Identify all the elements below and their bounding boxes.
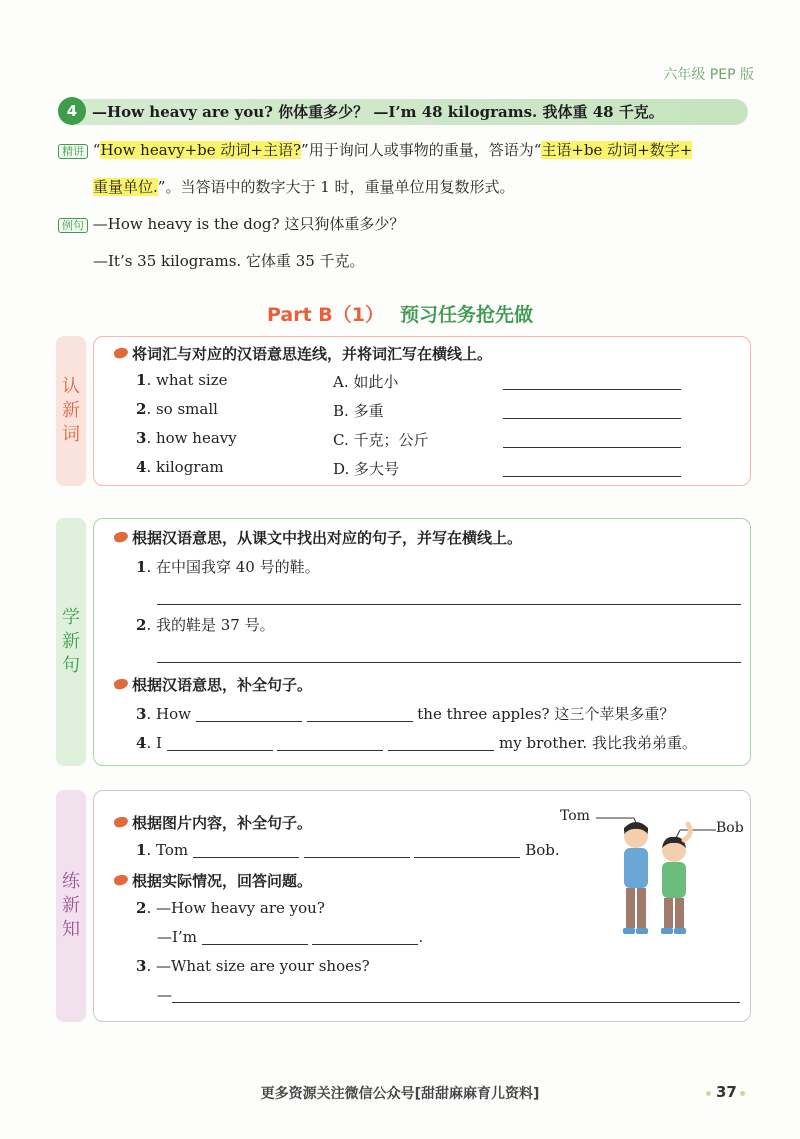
side-char: 新 [62,631,80,652]
explanation-highlight-1: How heavy+be 动词+主语? [100,141,302,159]
meaning-item-a [333,371,398,392]
vocab-answer-line-4[interactable] [503,476,681,477]
vocab-word: kilogram [155,458,224,476]
answer-line-q3[interactable] [172,1002,740,1003]
fill-blank[interactable] [193,841,299,858]
example-line-1 [58,213,404,235]
answer-start: —I’m [157,928,197,946]
answer-line-q1[interactable] [157,604,741,605]
practice-q1: 1. Tom Bob. [136,841,560,859]
side-char: 新 [62,895,80,916]
item-num: 3 [136,957,147,975]
example-tag: 例句 [58,218,88,233]
footer-text: 更多资源关注微信公众号[甜甜麻麻育儿资料] [260,1086,540,1102]
vocab-word: how heavy [155,429,237,447]
fill-blank[interactable] [277,734,383,751]
key-point-text: —How heavy are you? 你体重多少？ —I’m 48 kilograms. 我体重 48 千克。 [92,103,664,121]
sentence-end: my brother. 我比我弟弟重。 [499,734,697,752]
instruction-text: 根据图片内容，补全句子。 [132,814,313,832]
vocab-item-3: 3. how heavy [136,429,237,447]
section1-instruction [114,343,492,364]
practice-q3-question: 3. —What size are your shoes? [136,957,370,975]
vocab-answer-line-3[interactable] [503,447,681,448]
explanation-highlight-2: 主语+be 动词+数字+ [541,141,693,159]
vocab-item-4: 4. kilogram [136,458,224,476]
practice-q2-answer [157,928,423,946]
figure-label-bob: Bob [716,820,744,836]
quote-open: “ [92,141,101,159]
instruction-text: 根据实际情况，回答问题。 [132,872,313,890]
sentence-start: How [155,705,191,723]
meaning-letter: C. [333,431,349,449]
boys-illustration [590,810,720,950]
part-title-sub: 预习任务抢先做 [400,304,534,326]
meaning-text: 如此小 [353,373,399,391]
sentence-q2: 2. 我的鞋是 37 号。 [136,616,275,634]
section3-instruction-2 [114,870,312,891]
explanation-tag: 精讲 [58,144,88,159]
practice-q2-question: 2. —How heavy are you? [136,899,325,917]
answer-line-q2[interactable] [157,662,741,663]
explanation-highlight-3: 重量单位. [93,178,158,196]
bullet-icon [113,346,129,359]
item-num: 1 [136,371,147,389]
meaning-text: 千克；公斤 [353,431,429,449]
section3-side-label [56,790,86,1022]
key-point-number: 4 [58,97,86,125]
sentence-start: Tom [155,841,189,859]
instruction-text: 将词汇与对应的汉语意思连线，并将词汇写在横线上。 [132,345,493,363]
bullet-icon [113,873,129,886]
item-num: 2 [136,400,147,418]
bullet-icon [113,677,129,690]
vocab-answer-line-1[interactable] [503,389,681,390]
sentence-q4: 4. I my brother. 我比我弟弟重。 [136,734,697,752]
meaning-letter: B. [333,402,349,420]
page-dot-left [706,1091,711,1096]
question-text: —How heavy are you? [155,899,325,917]
side-char: 认 [62,376,80,397]
bullet-icon [113,815,129,828]
meaning-letter: D. [333,460,350,478]
fill-blank[interactable] [167,734,273,751]
example-sentence-2: —It’s 35 kilograms. 它体重 35 千克。 [93,252,365,270]
item-num: 1 [136,558,147,576]
side-char: 知 [62,919,80,940]
grade-label: 六年级 PEP 版 [663,67,754,83]
tom-figure [623,822,648,934]
vocab-answer-line-2[interactable] [503,418,681,419]
page-number: 37 [716,1083,737,1101]
item-num: 4 [136,458,147,476]
item-num: 3 [136,429,147,447]
explanation-mid: ”用于询问人或事物的重量，答语为“ [301,141,542,159]
page-dot-right [740,1091,745,1096]
fill-blank[interactable] [312,928,418,945]
fill-blank[interactable] [202,928,308,945]
sentence-end: the three apples? 这三个苹果多重？ [417,705,675,723]
section2-side-label [56,518,86,766]
practice-q3-dash: — [157,986,172,1004]
fill-blank[interactable] [307,705,413,722]
item-num: 1 [136,841,147,859]
meaning-item-d [333,458,399,479]
item-num: 3 [136,705,147,723]
vocab-item-2: 2. so small [136,400,218,418]
section2-instruction-2 [114,674,312,695]
bullet-icon [113,530,129,543]
question-text: 我的鞋是 37 号。 [155,616,275,634]
question-text: —What size are your shoes? [155,957,370,975]
item-num: 4 [136,734,147,752]
answer-end: . [418,928,424,946]
sentence-start: I [155,734,162,752]
explanation-line-2 [93,176,515,198]
fill-blank[interactable] [196,705,302,722]
side-char: 练 [62,871,80,892]
fill-blank[interactable] [304,841,410,858]
part-title [0,300,800,327]
instruction-text: 根据汉语意思，补全句子。 [132,676,313,694]
meaning-item-c [333,429,429,450]
sentence-end: Bob. [525,841,560,859]
side-char: 句 [62,655,80,676]
side-char: 新 [62,400,80,421]
section3-instruction-1 [114,812,312,833]
instruction-text: 根据汉语意思，从课文中找出对应的句子，并写在横线上。 [132,529,523,547]
side-char: 词 [62,424,80,445]
item-num: 2 [136,899,147,917]
figure-label-tom: Tom [560,808,590,824]
question-text: 在中国我穿 40 号的鞋。 [155,558,320,576]
meaning-item-b [333,400,384,421]
item-num: 2 [136,616,147,634]
section2-instruction-1 [114,527,522,548]
explanation-post: ”。当答语中的数字大于 1 时，重量单位用复数形式。 [157,178,515,196]
fill-blank[interactable] [388,734,494,751]
side-char: 学 [62,607,80,628]
fill-blank[interactable] [414,841,520,858]
bob-figure [661,824,690,934]
vocab-word: so small [155,400,218,418]
meaning-text: 多大号 [354,460,400,478]
sentence-q1: 1. 在中国我穿 40 号的鞋。 [136,558,320,576]
section1-side-label [56,336,86,486]
vocab-item-1: 1. what size [136,371,228,389]
example-sentence-1: —How heavy is the dog? 这只狗体重多少？ [92,215,405,233]
meaning-letter: A. [333,373,349,391]
meaning-text: 多重 [353,402,384,420]
sentence-q3: 3. How the three apples? 这三个苹果多重？ [136,705,675,723]
part-title-main: Part B（1） [266,304,384,326]
vocab-word: what size [155,371,228,389]
explanation-line-1 [58,139,692,161]
